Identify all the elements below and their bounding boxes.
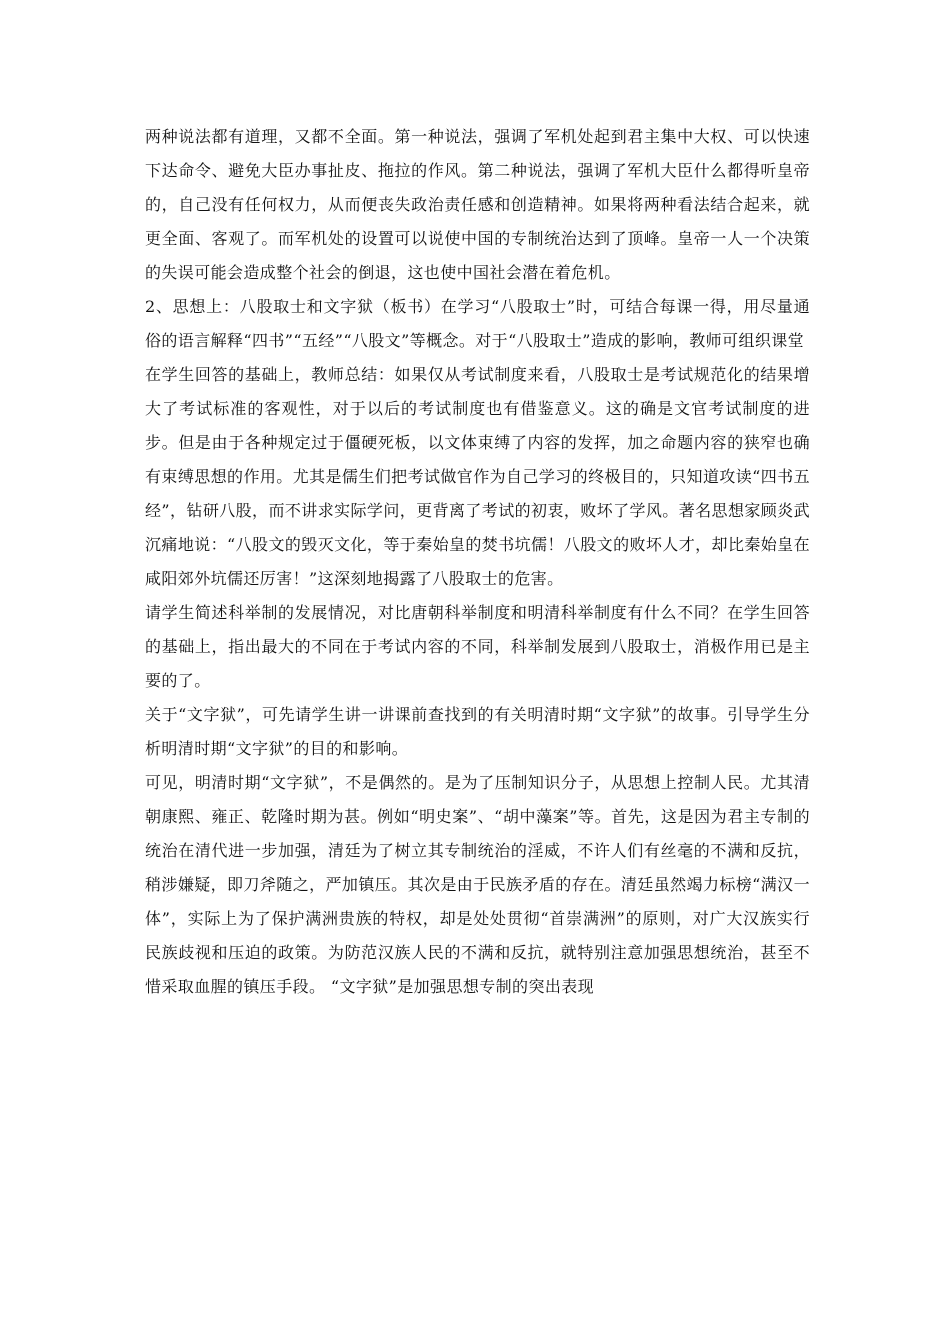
paragraph-ideology-heading: 2、思想上：八股取士和文字狱（板书）在学习“八股取士”时，可结合每课一得，用尽量通俗的语言解释“四书”“五经”“八股文”等概念。对于“八股取士”造成的影响，教师可组织课堂 — [145, 297, 810, 350]
paragraph-literary-inquisition-intro: 关于“文字狱”，可先请学生讲一讲课前查找到的有关明清时期“文字狱”的故事。引导学生分析明清时期“文字狱”的目的和影响。 — [145, 705, 810, 758]
paragraph-literary-inquisition-analysis: 可见，明清时期“文字狱”，不是偶然的。是为了压制知识分子，从思想上控制人民。尤其清朝康熙、雍正、乾隆时期为甚。例如“明史案”、“胡中藻案”等。首先，这是因为君主专制的统治在清代进一步加强，清廷为了树立其专制统治的淫威，不许人们有丝毫的不满和反抗，稍涉嫌疑，即刀斧随之，严加镇压。其次是由于民族矛盾的存在。清廷虽然竭力标榜“满汉一体”，实际上为了保护满洲贵族的特权，却是处处贯彻“首崇满洲”的原则，对广大汉族实行民族歧视和压迫的政策。为防范汉族人民的不满和反抗，就特别注意加强思想统治，甚至不惜采取血腥的镇压手段。 “文字狱”是加强思想专制的突出表现 — [145, 773, 810, 996]
paragraph-exam-comparison: 请学生简述科举制的发展情况，对比唐朝科举制度和明清科举制度有什么不同？在学生回答的基础上，指出最大的不同在于考试内容的不同，科举制发展到八股取士，消极作用已是主要的了。 — [145, 603, 810, 690]
document-body — [145, 120, 810, 1004]
paragraph-teacher-summary: 在学生回答的基础上，教师总结：如果仅从考试制度来看，八股取士是考试规范化的结果增大了考试标准的客观性，对于以后的考试制度也有借鉴意义。这的确是文官考试制度的进步。但是由于各种规定过于僵硬死板，以文体束缚了内容的发挥，加之命题内容的狭窄也确有束缚思想的作用。尤其是儒生们把考试做官作为自己学习的终极目的，只知道攻读“四书五经”，钻研八股，而不讲求实际学问，更背离了考试的初衷，败坏了学风。著名思想家顾炎武沉痛地说：“八股文的毁灭文化，等于秦始皇的焚书坑儒！八股文的败坏人才，却比秦始皇在咸阳郊外坑儒还厉害！”这深刻地揭露了八股取士的危害。 — [145, 365, 810, 588]
paragraph-grand-council: 两种说法都有道理，又都不全面。第一种说法，强调了军机处起到君主集中大权、可以快速下达命令、避免大臣办事扯皮、拖拉的作风。第二种说法，强调了军机大臣什么都得听皇帝的，自己没有任何权力，从而便丧失政治责任感和创造精神。如果将两种看法结合起来，就更全面、客观了。而军机处的设置可以说使中国的专制统治达到了顶峰。皇帝一人一个决策的失误可能会造成整个社会的倒退，这也使中国社会潜在着危机。 — [145, 127, 810, 282]
